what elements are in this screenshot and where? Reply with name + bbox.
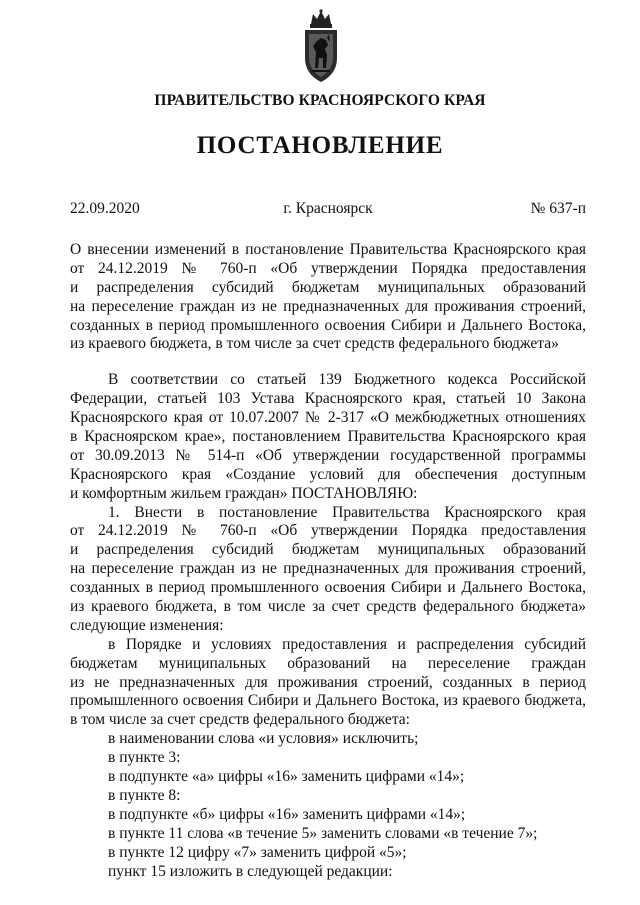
paragraph-line: из не предназначенных для проживания строений, созданных в период xyxy=(70,673,586,691)
paragraph-line: в пункте 3: xyxy=(108,749,181,767)
paragraph-line: в том числе за счет средств федерального бюджета: xyxy=(70,711,410,729)
paragraph-line: в наименовании слова «и условия» исключить; xyxy=(108,730,419,748)
paragraph-line: Красноярского края от 10.07.2007 № 2-317 «О межбюджетных отношениях xyxy=(70,409,586,427)
document-text xyxy=(70,371,586,881)
document-type-title: ПОСТАНОВЛЕНИЕ xyxy=(196,132,444,159)
title-line: созданных в период промышленного освоения Сибири и Дальнего Востока, xyxy=(70,316,586,334)
paragraph-line: на переселение граждан из не предназначенных для проживания строений, xyxy=(70,560,586,578)
document-body xyxy=(70,241,586,881)
title-line: из краевого бюджета, в том числе за счет средств федерального бюджета» xyxy=(70,335,559,353)
paragraph-line: бюджетам муниципальных образований на переселение граждан xyxy=(70,654,586,672)
paragraph-line: от 24.12.2019 № 760-п «Об утверждении Порядка предоставления xyxy=(70,522,586,540)
organization-name: ПРАВИТЕЛЬСТВО КРАСНОЯРСКОГО КРАЯ xyxy=(154,92,486,109)
paragraph-line: в пункте 12 цифру «7» заменить цифрой «5»; xyxy=(108,843,407,861)
paragraph-line: Федерации, статьей 103 Устава Красноярского края, статьей 10 Закона xyxy=(70,390,586,408)
title-line: О внесении изменений в постановление Правительства Красноярского края xyxy=(70,241,586,258)
paragraph-line: следующие изменения: xyxy=(70,616,224,634)
coat-of-arms-icon xyxy=(299,8,343,84)
title-line: от 24.12.2019 № 760-п «Об утверждении Порядка предоставления xyxy=(70,259,586,277)
paragraph-line: от 30.09.2013 № 514-п «Об утверждении государственной программы xyxy=(70,446,586,464)
paragraph-line: 1. Внести в постановление Правительства Красноярского края xyxy=(108,503,586,521)
document-number: № 637-п xyxy=(530,200,586,217)
paragraph-line: Красноярского края «Создание условий для обеспечения доступным xyxy=(70,465,586,483)
paragraph-line: в подпункте «б» цифры «16» заменить цифрами «14»; xyxy=(108,805,466,823)
paragraph-line: в пункте 8: xyxy=(108,786,181,804)
paragraph-line: в Порядке и условиях предоставления и распределения субсидий xyxy=(108,635,586,653)
paragraph-line: В соответствии со статьей 139 Бюджетного кодекса Российской xyxy=(108,371,586,389)
paragraph-line: в подпункте «а» цифры «16» заменить цифрами «14»; xyxy=(108,768,465,786)
paragraph-line: и распределения субсидий бюджетам муниципальных образований xyxy=(70,541,586,559)
paragraph-line: в пункте 11 слова «в течение 5» заменить словами «в течение 7»; xyxy=(108,824,538,842)
paragraph-line: пункт 15 изложить в следующей редакции: xyxy=(108,862,393,880)
paragraph-line: в Красноярском крае», постановлением Правительства Красноярского края xyxy=(70,428,586,446)
document-date: 22.09.2020 xyxy=(70,200,140,217)
paragraph-line: созданных в период промышленного освоения Сибири и Дальнего Востока, xyxy=(70,579,586,597)
document-title-block xyxy=(70,241,586,354)
paragraph-line: из краевого бюджета, в том числе за счет средств федерального бюджета» xyxy=(70,598,586,616)
paragraph-line: и комфортным жильем граждан» ПОСТАНОВЛЯЮ: xyxy=(70,484,418,502)
document-city: г. Красноярск xyxy=(283,200,373,217)
paragraph-line: промышленного освоения Сибири и Дальнего Востока, из краевого бюджета, xyxy=(70,692,586,710)
title-line: и распределения субсидий бюджетам муниципальных образований xyxy=(70,278,586,296)
document-meta-row xyxy=(70,200,586,220)
title-line: на переселение граждан из не предназначенных для проживания строений, xyxy=(70,297,586,315)
